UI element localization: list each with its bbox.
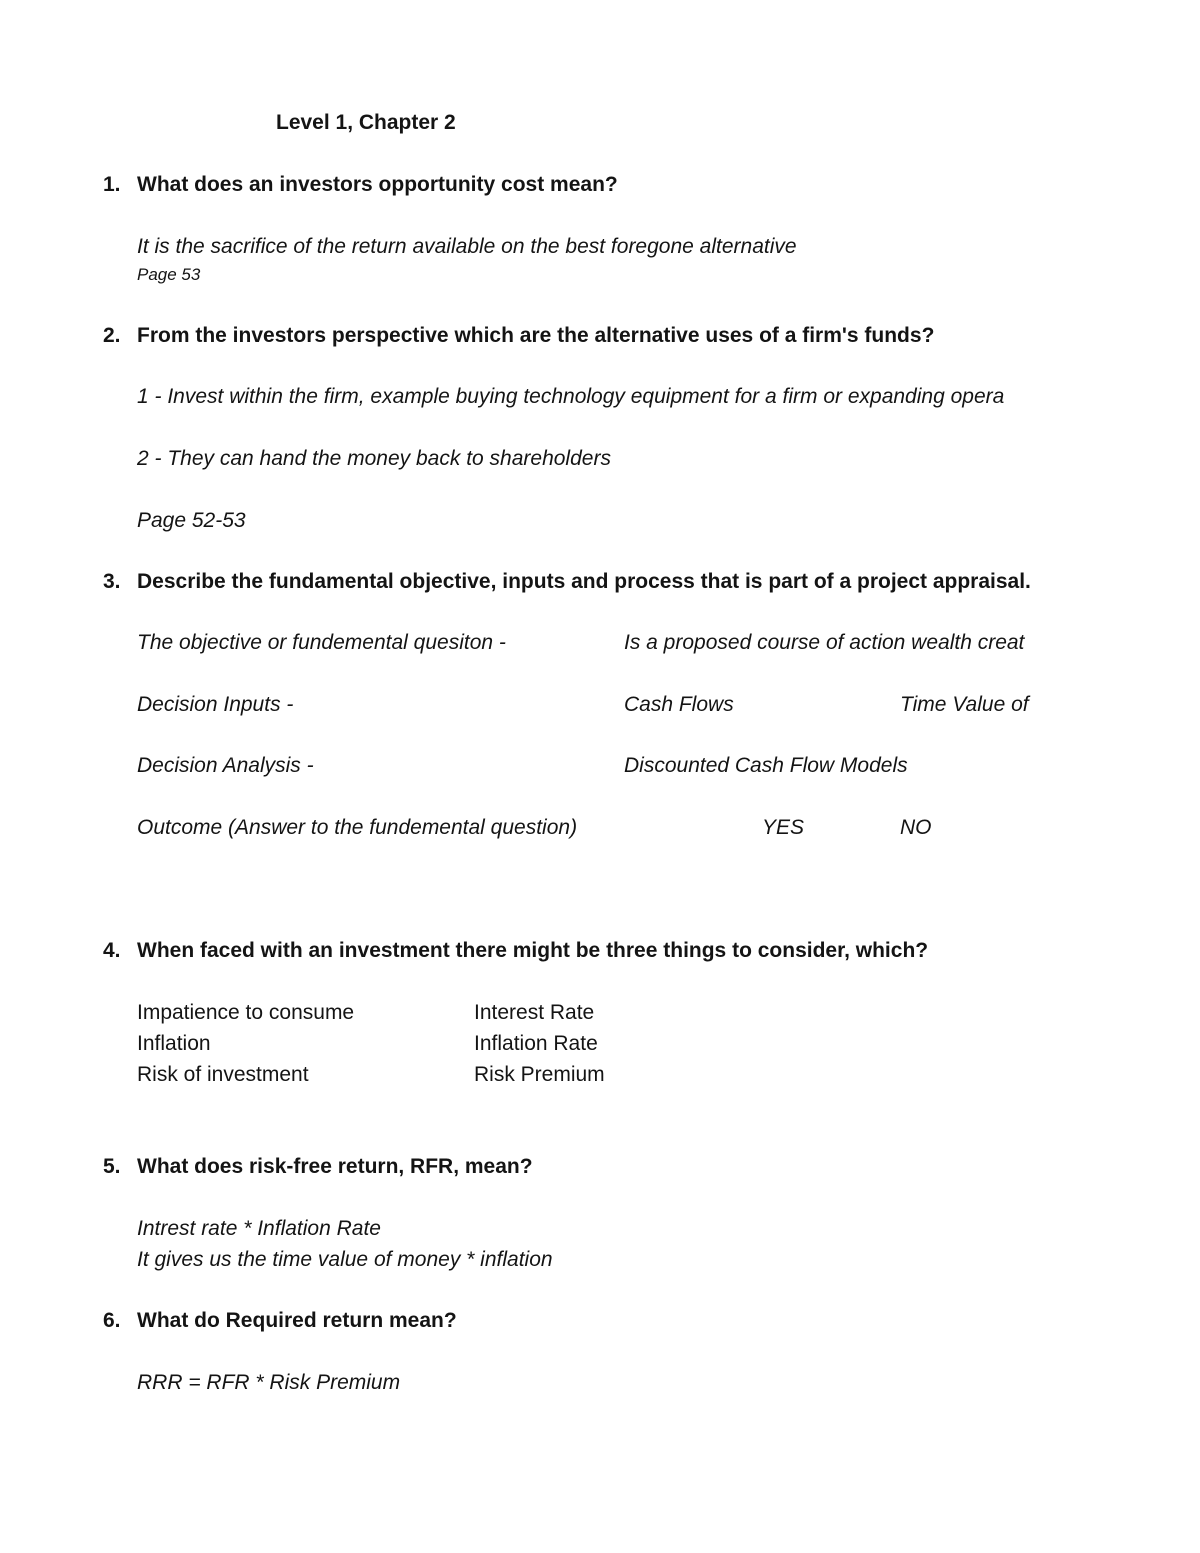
question-2-number: 2.: [103, 324, 121, 347]
question-3-number: 3.: [103, 570, 121, 593]
document-title: Level 1, Chapter 2: [276, 111, 456, 134]
consideration-rate: Risk Premium: [474, 1063, 605, 1086]
question-1-page-ref: Page 53: [137, 265, 201, 284]
question-2-answer-2: 2 - They can hand the money back to shareholders: [137, 447, 611, 470]
question-1-answer: It is the sacrifice of the return available on the best foregone alternative: [137, 235, 797, 258]
appraisal-row-label: Outcome (Answer to the fundemental question): [137, 816, 578, 839]
question-2-page-ref: Page 52-53: [137, 509, 246, 532]
appraisal-row-value: Discounted Cash Flow Models: [624, 754, 908, 777]
consideration-item: Risk of investment: [137, 1063, 309, 1086]
consideration-rate: Interest Rate: [474, 1001, 595, 1024]
consideration-item: Inflation: [137, 1032, 211, 1055]
appraisal-row-value: Cash Flows: [624, 693, 734, 716]
question-5-answer-1: Intrest rate * Inflation Rate: [137, 1217, 381, 1240]
question-6-answer: RRR = RFR * Risk Premium: [137, 1371, 401, 1394]
outcome-yes: YES: [762, 816, 805, 839]
question-5-text: What does risk-free return, RFR, mean?: [137, 1155, 533, 1178]
question-3-text: Describe the fundamental objective, inputs and process that is part of a project appraisal.: [137, 570, 1031, 593]
appraisal-row-value-2: Time Value of: [900, 693, 1029, 716]
appraisal-row-label: The objective or fundemental quesiton -: [137, 631, 506, 654]
appraisal-row-label: Decision Analysis -: [137, 754, 314, 777]
question-4-number: 4.: [103, 939, 121, 962]
question-6-number: 6.: [103, 1309, 121, 1332]
question-5-number: 5.: [103, 1155, 121, 1178]
appraisal-row-value: Is a proposed course of action wealth creat: [624, 631, 1025, 654]
consideration-item: Impatience to consume: [137, 1001, 355, 1024]
question-1-number: 1.: [103, 173, 121, 196]
question-2-answer-1: 1 - Invest within the firm, example buying technology equipment for a firm or expanding opera: [137, 385, 1005, 408]
appraisal-row-label: Decision Inputs -: [137, 693, 294, 716]
question-5-answer-2: It gives us the time value of money * inflation: [137, 1248, 553, 1271]
question-1-text: What does an investors opportunity cost mean?: [137, 173, 618, 196]
question-6-text: What do Required return mean?: [137, 1309, 457, 1332]
question-2-text: From the investors perspective which are the alternative uses of a firm's funds?: [137, 324, 935, 347]
consideration-rate: Inflation Rate: [474, 1032, 598, 1055]
outcome-no: NO: [900, 816, 932, 839]
question-4-text: When faced with an investment there might be three things to consider, which?: [137, 939, 929, 962]
